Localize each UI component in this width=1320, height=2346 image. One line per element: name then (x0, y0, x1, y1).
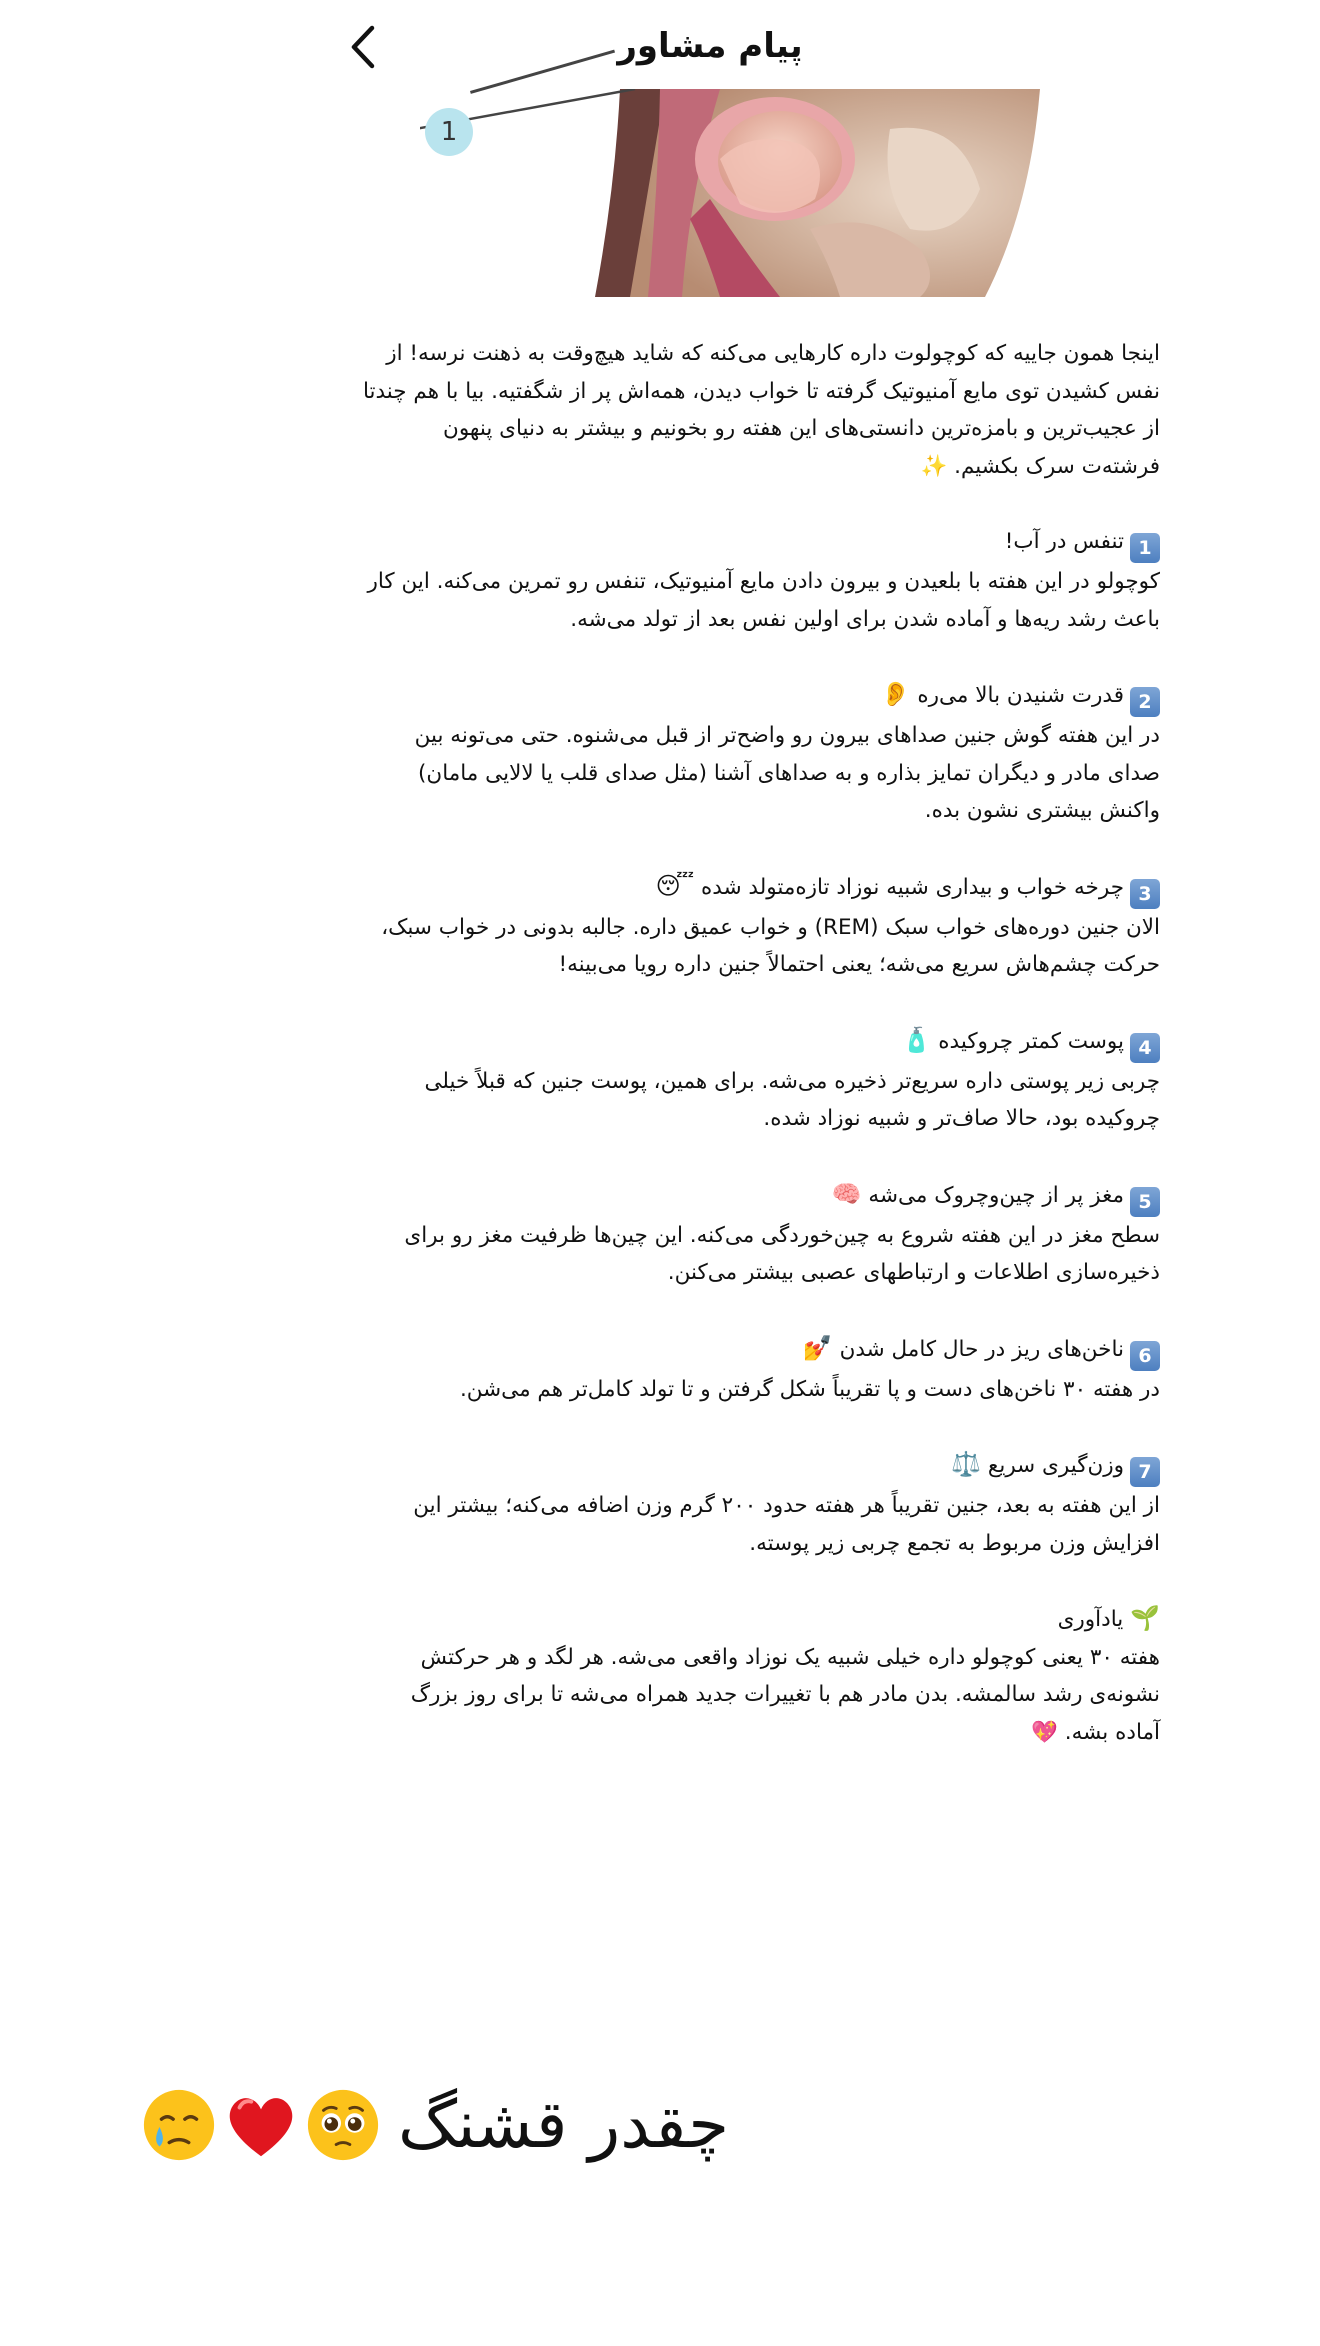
section-heading (360, 676, 1160, 717)
number-badge: 7 (1130, 1457, 1160, 1487)
section-body: در هفته ۳۰ ناخن‌های دست و پا تقریباً شکل گرفتن و تا تولد کامل‌تر هم می‌شن. (459, 1376, 1160, 1402)
lotion-bottle-icon: 🧴 (901, 1025, 932, 1054)
number-badge: 3 (1130, 879, 1160, 909)
section-title: چرخه خواب و بیداری شبیه نوزاد تازه‌متولد شده (701, 874, 1124, 900)
section-body: از این هفته به بعد، جنین تقریباً هر هفته حدود ۲۰۰ گرم وزن اضافه می‌کنه؛ بیشتر این افزایش وزن مربوط به تجمع چربی زیر پوسته. (413, 1493, 1160, 1556)
section-3 (360, 868, 1160, 984)
section-body: الان جنین دوره‌های خواب سبک (REM) و خواب عمیق داره. جالبه بدونی در خواب سبک، حرکت چشم‌هاش سریع می‌شه؛ یعنی احتمالاً جنین داره رویا می‌بینه! (381, 914, 1160, 977)
section-heading (360, 868, 1160, 909)
page-title: پیام مشاور (617, 26, 803, 66)
section-heading (360, 1022, 1160, 1063)
red-heart-icon (222, 2086, 300, 2164)
section-body: چربی زیر پوستی داره سریع‌تر ذخیره می‌شه. برای همین، پوست جنین که قبلاً خیلی چروکیده بود، حالا صاف‌تر و شبیه نوزاد شده. (424, 1068, 1160, 1131)
section-body: کوچولو در این هفته با بلعیدن و بیرون دادن مایع آمنیوتیک، تنفس رو تمرین می‌کنه. این کار باعث رشد ریه‌ها و آماده شدن برای اولین نفس بعد از تولد می‌شه. (367, 569, 1160, 632)
number-badge: 2 (1130, 687, 1160, 717)
fetus-illustration (420, 89, 1040, 297)
section-title: ناخن‌های ریز در حال کامل شدن (839, 1336, 1124, 1362)
section-heading (360, 1176, 1160, 1217)
callout-dot (425, 108, 473, 156)
number-badge: 6 (1130, 1341, 1160, 1371)
number-badge: 5 (1130, 1187, 1160, 1217)
section-7 (360, 1446, 1160, 1562)
top-bar (0, 0, 1320, 90)
number-badge: 4 (1130, 1033, 1160, 1063)
section-body: سطح مغز در این هفته شروع به چین‌خوردگی می‌کنه. این چین‌ها ظرفیت مغز رو برای ذخیره‌سازی اطلاعات و ارتباطهای عصبی بیشتر می‌کنن. (404, 1222, 1160, 1285)
balance-scale-icon: ⚖️ (951, 1450, 982, 1478)
ear-icon: 👂 (880, 680, 911, 708)
section-5 (360, 1176, 1160, 1292)
number-badge: 1 (1130, 533, 1160, 563)
pleading-face-icon (304, 2086, 382, 2164)
section-heading (360, 523, 1160, 563)
intro-paragraph: اینجا همون جاییه که کوچولوت داره کارهایی می‌کنه که شاید هیچ‌وقت به ذهنت نرسه! از نفس کشیدن توی مایع آمنیوتیک گرفته تا خواب دیدن، همه‌اش پر از شگفتیه. بیا با هم چندتا از عجیب‌ترین و بامزه‌ترین دانستی‌های این هفته رو بخونیم و بیشتر به دنیای پنهون فرشته‌ت سرک بکشیم. ✨ (362, 341, 1160, 479)
user-reply (140, 2070, 840, 2180)
back-button[interactable] (340, 22, 390, 72)
section-1 (360, 523, 1160, 638)
section-heading (360, 1600, 1160, 1639)
seedling-icon: 🌱 (1130, 1604, 1160, 1632)
section-heading (360, 1330, 1160, 1371)
section-6 (360, 1330, 1160, 1409)
section-title: تنفس در آب! (1004, 529, 1124, 554)
section-title: قدرت شنیدن بالا می‌ره (917, 683, 1124, 708)
section-title: وزن‌گیری سریع (987, 1453, 1124, 1478)
reminder-section (360, 1600, 1160, 1751)
brain-icon: 🧠 (831, 1179, 862, 1208)
crying-face-icon (140, 2086, 218, 2164)
section-title: مغز پر از چین‌وچروک می‌شه (868, 1182, 1124, 1208)
callout-label: 1 (440, 117, 458, 147)
sleeping-face-icon: 😴 (655, 871, 695, 900)
section-2 (360, 676, 1160, 830)
section-title: پوست کمتر چروکیده (938, 1028, 1124, 1054)
chevron-left-icon (340, 22, 390, 72)
section-heading (360, 1446, 1160, 1487)
section-body: در این هفته گوش جنین صداهای بیرون رو واضح‌تر از قبل می‌شنوه. حتی می‌تونه بین صدای مادر و دیگران تمایز بذاره و به صداهای آشنا (مثل صدای قلب یا لالایی مامان) واکنش بیشتری نشون بده. (414, 723, 1160, 823)
section-4 (360, 1022, 1160, 1138)
section-title: یادآوری (1057, 1607, 1124, 1632)
advisor-message (360, 335, 1160, 1789)
reply-text: چقدر قشنگ (398, 2086, 730, 2163)
section-body: هفته ۳۰ یعنی کوچولو داره خیلی شبیه یک نوزاد واقعی می‌شه. هر لگد و هر حرکتش نشونه‌ی رشد سالمشه. بدن مادر هم با تغییرات جدید همراه می‌شه تا برای روز بزرگ آماده بشه. 💖 (410, 1644, 1160, 1745)
nail-polish-icon: 💅 (802, 1333, 833, 1362)
